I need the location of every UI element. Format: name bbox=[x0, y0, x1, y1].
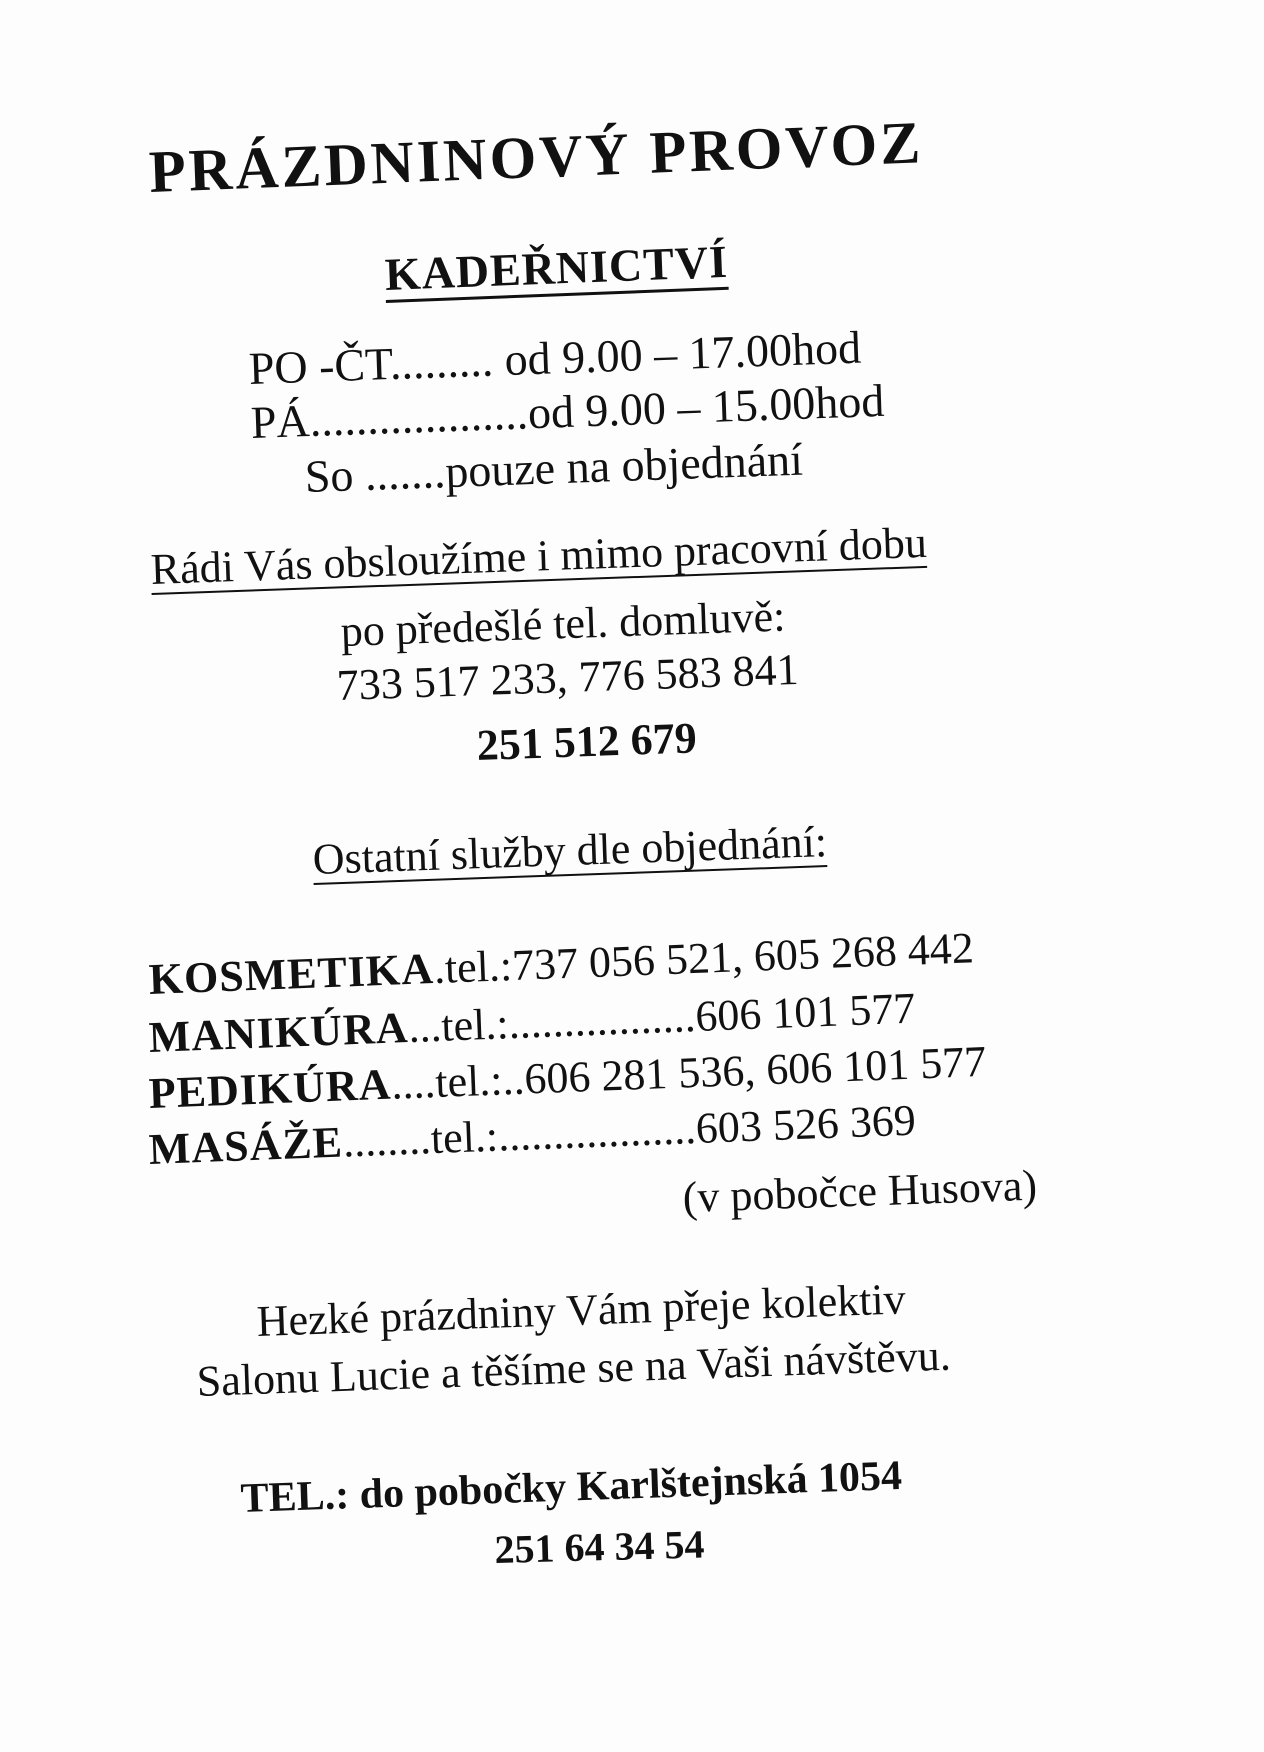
service-detail: .tel.:737 056 521, 605 268 442 bbox=[432, 923, 975, 994]
closing-line: Salonu Lucie a těšíme se na Vaši návštěvu. bbox=[195, 1330, 952, 1406]
outside-hours-condition: po předešlé tel. domluvě: bbox=[339, 591, 787, 656]
service-name: MANIKÚRA bbox=[147, 1003, 410, 1062]
outside-hours-phone-bold: 251 512 679 bbox=[475, 713, 698, 770]
service-detail: ........tel.:..................603 526 369 bbox=[341, 1095, 917, 1167]
service-name: KOSMETIKA bbox=[147, 944, 435, 1004]
service-location-note: (v pobočce Husova) bbox=[681, 1160, 1038, 1222]
service-detail: ...tel.:.................606 101 577 bbox=[407, 983, 917, 1052]
other-services-heading: Ostatní služby dle objednání: bbox=[311, 817, 828, 884]
service-name: PEDIKÚRA bbox=[147, 1059, 393, 1118]
hours-line: PÁ...................od 9.00 – 15.00hod bbox=[249, 374, 886, 448]
service-name: MASÁŽE bbox=[147, 1117, 344, 1174]
closing-line: Hezké prázdniny Vám přeje kolektiv bbox=[255, 1274, 907, 1346]
service-detail: ....tel.:..606 281 536, 606 101 577 bbox=[390, 1036, 988, 1109]
branch-phone: 251 64 34 54 bbox=[493, 1521, 706, 1572]
outside-hours-phones: 733 517 233, 776 583 841 bbox=[335, 644, 800, 710]
section-subtitle: KADEŘNICTVÍ bbox=[384, 239, 729, 303]
branch-label: TEL.: do pobočky Karlštejnská 1054 bbox=[239, 1452, 903, 1522]
hours-line: PO -ČT......... od 9.00 – 17.00hod bbox=[247, 321, 862, 394]
page-title: PRÁZDNINOVÝ PROVOZ bbox=[147, 109, 925, 205]
hours-line: So .......pouze na objednání bbox=[303, 433, 804, 502]
outside-hours-note: Rádi Vás obsloužíme i mimo pracovní dobu bbox=[149, 517, 928, 594]
